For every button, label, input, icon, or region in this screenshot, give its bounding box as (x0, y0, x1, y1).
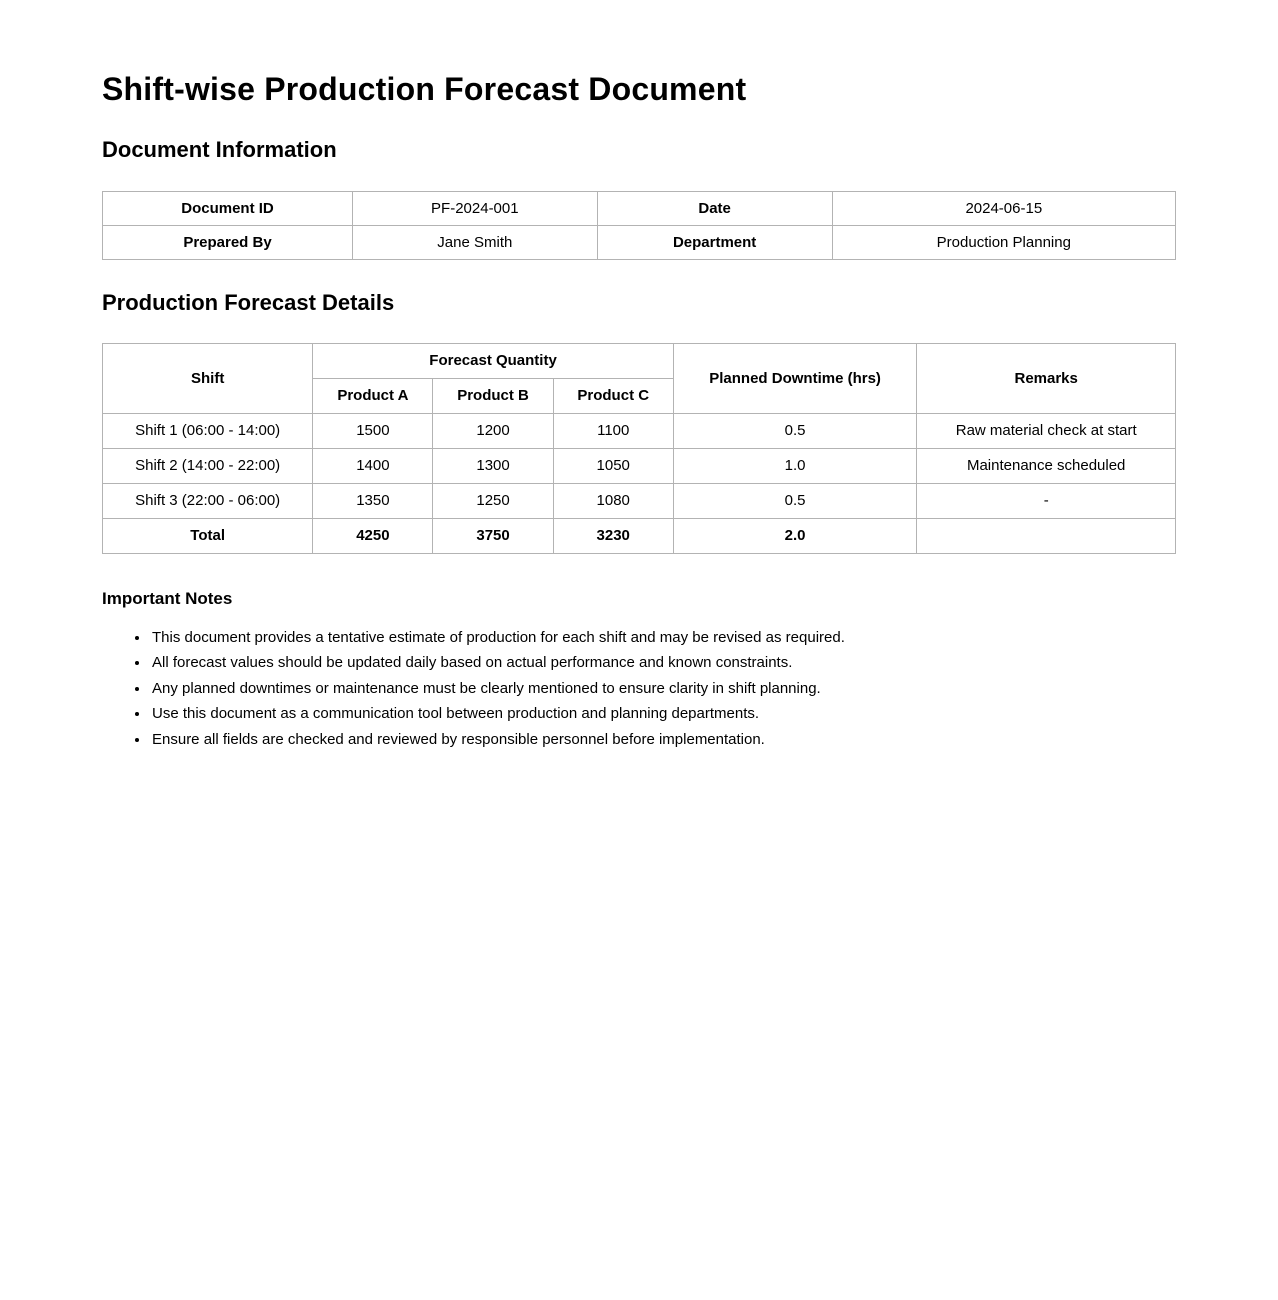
product-a-cell: 1500 (313, 413, 433, 448)
table-total-row (103, 518, 1176, 553)
product-a-cell: 1400 (313, 448, 433, 483)
prepared-by-label: Prepared By (103, 226, 353, 260)
page-title: Shift-wise Production Forecast Document (102, 71, 747, 107)
note-item: • All forecast values should be updated daily based on actual performance and known constraints. (150, 650, 1176, 675)
date-value: 2024-06-15 (832, 192, 1175, 226)
document-content (102, 0, 1176, 752)
downtime-cell: 0.5 (673, 413, 917, 448)
shift-cell: Shift 1 (06:00 - 14:00) (103, 413, 313, 448)
product-c-cell: 1080 (553, 483, 673, 518)
table-row (103, 483, 1176, 518)
note-item: • Any planned downtimes or maintenance must be clearly mentioned to ensure clarity in shift planning. (150, 676, 1176, 701)
total-product-b: 3750 (433, 518, 553, 553)
total-product-a: 4250 (313, 518, 433, 553)
shift-cell: Shift 2 (14:00 - 22:00) (103, 448, 313, 483)
col-header-remarks: Remarks (917, 343, 1176, 413)
downtime-cell: 0.5 (673, 483, 917, 518)
col-header-product-b: Product B (433, 378, 553, 413)
shift-cell: Shift 3 (22:00 - 06:00) (103, 483, 313, 518)
total-label: Total (103, 518, 313, 553)
product-a-cell: 1350 (313, 483, 433, 518)
forecast-details-heading: Production Forecast Details (102, 290, 395, 316)
remarks-cell: Maintenance scheduled (917, 448, 1176, 483)
table-row (103, 413, 1176, 448)
product-b-cell: 1250 (433, 483, 553, 518)
important-notes-list (102, 625, 1176, 752)
total-product-c: 3230 (553, 518, 673, 553)
remarks-cell: Raw material check at start (917, 413, 1176, 448)
product-c-cell: 1050 (553, 448, 673, 483)
table-row (103, 448, 1176, 483)
col-header-shift: Shift (103, 343, 313, 413)
col-header-product-c: Product C (553, 378, 673, 413)
department-value: Production Planning (832, 226, 1175, 260)
remarks-cell: - (917, 483, 1176, 518)
table-header-row (103, 343, 1176, 378)
downtime-cell: 1.0 (673, 448, 917, 483)
important-notes-heading: Important Notes (102, 588, 233, 608)
department-label: Department (597, 226, 832, 260)
note-item: • Use this document as a communication tool between production and planning departments. (150, 701, 1176, 726)
note-item: • This document provides a tentative estimate of production for each shift and may be revised as required. (150, 625, 1176, 650)
date-label: Date (597, 192, 832, 226)
note-item: • Ensure all fields are checked and reviewed by responsible personnel before implementation. (150, 727, 1176, 752)
document-information-heading: Document Information (102, 137, 337, 163)
doc-id-label: Document ID (103, 192, 353, 226)
table-row (103, 226, 1176, 260)
document-information-table (102, 191, 1176, 260)
total-remarks (917, 518, 1176, 553)
prepared-by-value: Jane Smith (353, 226, 598, 260)
product-b-cell: 1200 (433, 413, 553, 448)
col-header-downtime: Planned Downtime (hrs) (673, 343, 917, 413)
product-b-cell: 1300 (433, 448, 553, 483)
total-downtime: 2.0 (673, 518, 917, 553)
col-header-forecast-quantity: Forecast Quantity (313, 343, 674, 378)
col-header-product-a: Product A (313, 378, 433, 413)
table-row (103, 192, 1176, 226)
product-c-cell: 1100 (553, 413, 673, 448)
doc-id-value: PF-2024-001 (353, 192, 598, 226)
forecast-table (102, 343, 1176, 554)
